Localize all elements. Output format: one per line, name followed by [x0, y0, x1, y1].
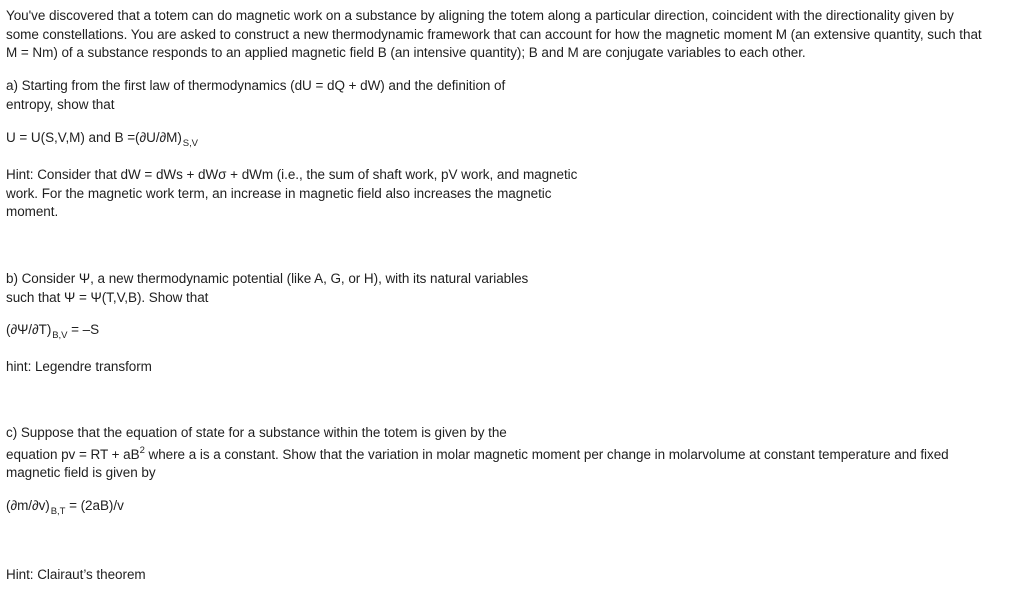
part-a-equation-main: U = U(S,V,M) and B =(∂U/∂M): [6, 130, 182, 145]
part-a-hint-line-1: Hint: Consider that dW = dWs + dWσ + dWm (i.e., the sum of shaft work, pV work, and magnetic: [6, 167, 578, 182]
part-c-superscript: 2: [139, 445, 145, 456]
part-a-equation: [6, 129, 198, 149]
part-a-line-1: a) Starting from the first law of thermodynamics (dU = dQ + dW) and the definition of: [6, 78, 506, 93]
part-c-line-2-end: where a is a constant. Show that the variation in molar magnetic moment per change in molarvolume at constant temperature and fixed: [144, 447, 949, 462]
part-b-hint: hint: Legendre transform: [6, 359, 152, 374]
intro-line-1: You've discovered that a totem can do magnetic work on a substance by aligning the totem along a particular direction, coincident with the directionality given by: [6, 8, 954, 23]
part-b-equation-main: (∂Ψ/∂T): [6, 322, 52, 337]
part-c-line-2: [6, 446, 949, 466]
intro-line-3: M = Nm) of a substance responds to an applied magnetic field B (an intensive quantity); B and M are conjugate variables to each other.: [6, 45, 806, 60]
part-a-equation-subscript: S,V: [182, 138, 198, 149]
part-c-line-3: magnetic field is given by: [6, 465, 156, 480]
part-c-equation-main: (∂m/∂v): [6, 498, 50, 513]
part-a-line-2: entropy, show that: [6, 97, 115, 112]
part-c-equation: [6, 497, 124, 517]
part-a-hint-line-2: work. For the magnetic work term, an increase in magnetic field also increases the magnetic: [6, 186, 552, 201]
part-c-equation-subscript: B,T: [50, 506, 66, 517]
part-b-equation-subscript: B,V: [52, 330, 68, 341]
part-b-line-1: b) Consider Ψ, a new thermodynamic potential (like A, G, or H), with its natural variables: [6, 271, 529, 286]
part-b-equation: [6, 321, 99, 341]
part-b-equation-rhs: = –S: [67, 322, 100, 337]
intro-line-2: some constellations. You are asked to construct a new thermodynamic framework that can account for how the magnetic moment M (an extensive quantity, such that: [6, 27, 982, 42]
part-a-hint-line-3: moment.: [6, 204, 59, 219]
part-c-hint: Hint: Clairaut’s theorem: [6, 567, 146, 582]
part-c-line-2-start: equation pv = RT + aB: [6, 447, 140, 462]
part-c-equation-rhs: = (2aB)/v: [65, 498, 124, 513]
part-c-line-1: c) Suppose that the equation of state for a substance within the totem is given by the: [6, 425, 507, 440]
part-b-line-2: such that Ψ = Ψ(T,V,B). Show that: [6, 290, 209, 305]
